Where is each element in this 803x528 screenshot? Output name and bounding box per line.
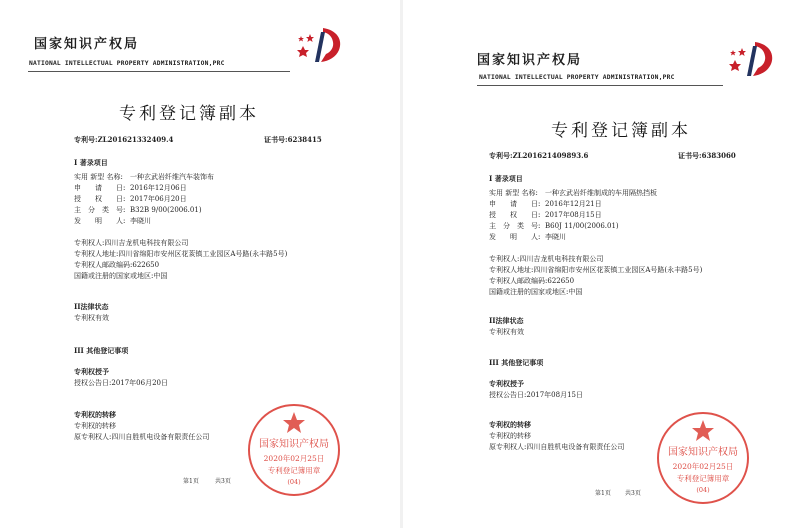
footer-page: 第1页 bbox=[183, 478, 199, 485]
field-orig-holder: 原专利权人:四川自胜机电设备有限责任公司 bbox=[74, 433, 210, 441]
seal-code: (04) bbox=[287, 478, 301, 486]
certificate-number-row: 证书号:6383060 bbox=[678, 151, 736, 160]
footer-total: 共3页 bbox=[625, 490, 641, 497]
field-address: 专利权人地址:四川省绵阳市安州区花荄镇工业园区A号路(永丰路5号) bbox=[74, 250, 288, 258]
section-legal-status: II法律状态 bbox=[489, 316, 524, 325]
agency-name-en: NATIONAL INTELLECTUAL PROPERTY ADMINISTRATION,PRC bbox=[479, 74, 675, 81]
field-country: 国籍或注册的国家或地区:中国 bbox=[74, 272, 168, 280]
field-grant-pub: 授权公告日:2017年08月15日 bbox=[489, 391, 583, 399]
header-rule bbox=[477, 85, 723, 86]
official-seal-icon bbox=[655, 410, 751, 506]
cnipa-logo-icon bbox=[293, 24, 347, 64]
transfer-heading: 专利权的转移 bbox=[74, 410, 116, 419]
section-other-matters: III 其他登记事项 bbox=[74, 346, 129, 355]
section-bibliographic: I 著录项目 bbox=[489, 174, 523, 183]
field-utility-name: 实用 新型 名称: 一种玄武岩纤维制成的车用隔热挡板 bbox=[489, 189, 657, 197]
seal-code: (04) bbox=[696, 486, 710, 494]
header-rule bbox=[28, 71, 290, 72]
cnipa-logo-icon bbox=[725, 38, 779, 78]
field-apply-date: 申 请 日: 2016年12月21日 bbox=[489, 200, 602, 208]
field-orig-holder: 原专利权人:四川自胜机电设备有限责任公司 bbox=[489, 443, 625, 451]
document-title: 专利登记簿副本 bbox=[551, 121, 691, 141]
seal-date: 2020年02月25日 bbox=[672, 462, 734, 471]
patent-number-row: 专利号:ZL201621332409.4 bbox=[74, 135, 174, 144]
patent-number-value: ZL201621409893.6 bbox=[512, 151, 589, 160]
seal-sub: 专利登记簿用章 bbox=[676, 474, 730, 483]
patent-register-left bbox=[0, 0, 400, 528]
agency-name-cn: 国家知识产权局 bbox=[477, 53, 583, 68]
grant-heading: 专利权授予 bbox=[489, 379, 524, 388]
footer-total: 共3页 bbox=[215, 478, 231, 485]
section-legal-status: II法律状态 bbox=[74, 302, 109, 311]
agency-name-cn: 国家知识产权局 bbox=[34, 37, 140, 52]
field-address: 专利权人地址:四川省绵阳市安州区花荄镇工业园区A号路(永丰路5号) bbox=[489, 266, 703, 274]
field-grant-pub: 授权公告日:2017年06月20日 bbox=[74, 379, 168, 387]
certificate-number-value: 6383060 bbox=[701, 151, 736, 160]
certificate-number-value: 6238415 bbox=[287, 135, 322, 144]
section-other-matters: III 其他登记事项 bbox=[489, 358, 544, 367]
official-seal-icon bbox=[246, 402, 342, 498]
seal-sub: 专利登记簿用章 bbox=[267, 466, 321, 475]
field-apply-date: 申 请 日: 2016年12月06日 bbox=[74, 184, 187, 192]
transfer-sub-heading: 专利权的转移 bbox=[74, 422, 116, 430]
patent-number-value: ZL201621332409.4 bbox=[97, 135, 174, 144]
agency-name-en: NATIONAL INTELLECTUAL PROPERTY ADMINISTRATION,PRC bbox=[29, 60, 225, 67]
field-ipc: 主 分 类 号: B60J 11/00(2006.01) bbox=[489, 222, 619, 230]
field-country: 国籍或注册的国家或地区:中国 bbox=[489, 288, 583, 296]
field-grant-date: 授 权 日: 2017年08月15日 bbox=[489, 211, 602, 219]
document-title: 专利登记簿副本 bbox=[119, 104, 259, 124]
field-utility-name: 实用 新型 名称: 一种玄武岩纤维汽车装饰布 bbox=[74, 173, 214, 181]
grant-heading: 专利权授予 bbox=[74, 367, 109, 376]
field-postcode: 专利权人邮政编码:622650 bbox=[489, 277, 575, 285]
field-postcode: 专利权人邮政编码:622650 bbox=[74, 261, 160, 269]
patent-number-row: 专利号:ZL201621409893.6 bbox=[489, 151, 589, 160]
section-bibliographic: I 著录项目 bbox=[74, 158, 108, 167]
legal-status-value: 专利权有效 bbox=[74, 314, 109, 322]
footer-page: 第1页 bbox=[595, 490, 611, 497]
patent-register-right bbox=[403, 0, 803, 528]
certificate-number-row: 证书号:6238415 bbox=[264, 135, 322, 144]
field-inventor: 发 明 人: 李晓川 bbox=[74, 217, 151, 225]
legal-status-value: 专利权有效 bbox=[489, 328, 524, 336]
seal-text: 国家知识产权局 bbox=[259, 439, 329, 450]
field-inventor: 发 明 人: 李晓川 bbox=[489, 233, 566, 241]
transfer-sub-heading: 专利权的转移 bbox=[489, 432, 531, 440]
field-holder: 专利权人:四川吉龙机电科技有限公司 bbox=[489, 255, 604, 263]
field-holder: 专利权人:四川吉龙机电科技有限公司 bbox=[74, 239, 189, 247]
field-grant-date: 授 权 日: 2017年06月20日 bbox=[74, 195, 187, 203]
field-ipc: 主 分 类 号: B32B 9/00(2006.01) bbox=[74, 206, 202, 214]
seal-date: 2020年02月25日 bbox=[263, 454, 325, 463]
transfer-heading: 专利权的转移 bbox=[489, 420, 531, 429]
seal-text: 国家知识产权局 bbox=[668, 447, 738, 458]
